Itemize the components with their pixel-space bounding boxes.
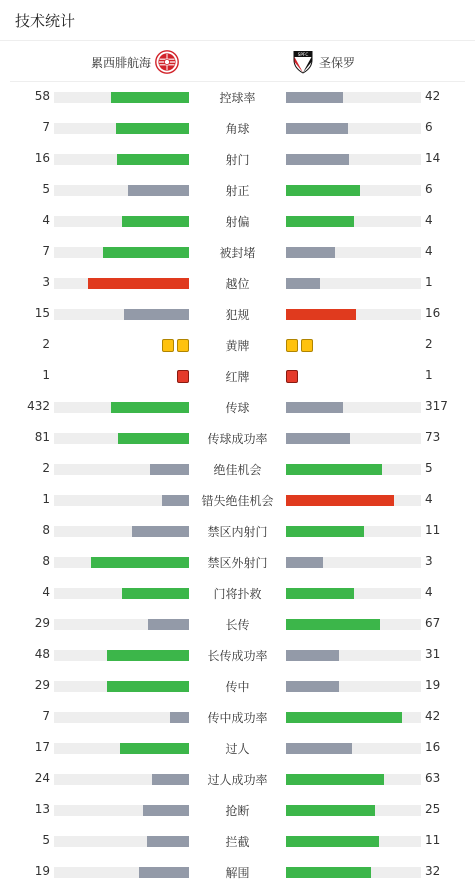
stat-row: [0, 764, 475, 795]
stat-label: 禁区内射门: [207, 525, 268, 539]
away-stat-bar-fill: [286, 495, 394, 506]
home-stat-bar: [54, 526, 189, 537]
away-stat-bar: [286, 743, 421, 754]
away-stat-bar: [286, 712, 421, 723]
away-stat-bar: [286, 92, 421, 103]
home-stat-bar: [54, 123, 189, 134]
stat-label: 传球: [225, 401, 250, 415]
stat-row: [0, 454, 475, 485]
away-team[interactable]: [291, 49, 355, 75]
home-stat-bar: [54, 557, 189, 568]
stat-label: 射偏: [225, 215, 250, 229]
home-stat-bar-fill: [120, 743, 190, 754]
home-cards: [177, 370, 189, 383]
away-stat-bar-fill: [286, 650, 339, 661]
home-stat-value: 7: [42, 244, 50, 258]
home-stat-value: 7: [42, 709, 50, 723]
stat-row: [0, 206, 475, 237]
home-stat-bar-fill: [150, 464, 189, 475]
stat-label: 控球率: [219, 91, 256, 105]
home-stat-bar-fill: [107, 650, 189, 661]
away-stat-bar: [286, 247, 421, 258]
away-stat-bar-fill: [286, 805, 375, 816]
home-stat-bar-fill: [111, 402, 189, 413]
away-stat-value: 317: [425, 399, 448, 413]
stat-row: [0, 237, 475, 268]
away-stat-bar: [286, 650, 421, 661]
svg-text:SPFC: SPFC: [297, 52, 309, 58]
away-stat-bar-fill: [286, 588, 354, 599]
home-stat-bar-fill: [88, 278, 189, 289]
home-stat-bar-fill: [147, 836, 189, 847]
home-cards: [162, 339, 189, 352]
away-stat-value: 25: [425, 802, 441, 816]
away-stat-value: 63: [425, 771, 441, 785]
away-cards: [286, 339, 313, 352]
home-stat-bar-fill: [139, 867, 189, 878]
home-stat-value: 16: [34, 151, 50, 165]
yellow-card-icon: [162, 339, 174, 352]
home-stat-bar: [54, 247, 189, 258]
stat-row: [0, 423, 475, 454]
home-stat-bar: [54, 588, 189, 599]
away-stat-bar-fill: [286, 836, 379, 847]
away-stat-bar-fill: [286, 123, 348, 134]
away-cards: [286, 370, 298, 383]
home-stat-value: 432: [27, 399, 50, 413]
stat-label: 角球: [225, 122, 250, 136]
away-stat-value: 4: [425, 244, 433, 258]
away-stat-bar-fill: [286, 681, 339, 692]
away-stat-value: 4: [425, 585, 433, 599]
home-stat-bar: [54, 619, 189, 630]
red-card-icon: [177, 370, 189, 383]
home-stat-value: 7: [42, 120, 50, 134]
away-stat-bar-fill: [286, 247, 335, 258]
away-stat-bar: [286, 278, 421, 289]
away-stat-bar: [286, 216, 421, 227]
away-stat-bar-fill: [286, 402, 343, 413]
away-stat-value: 31: [425, 647, 441, 661]
stat-row: [0, 175, 475, 206]
home-stat-value: 48: [34, 647, 50, 661]
away-stat-bar-fill: [286, 309, 356, 320]
away-stat-bar: [286, 433, 421, 444]
away-stat-bar: [286, 588, 421, 599]
stat-row: [0, 113, 475, 144]
home-stat-bar-fill: [132, 526, 189, 537]
away-stat-bar-fill: [286, 92, 343, 103]
stat-label: 射门: [225, 153, 250, 167]
home-stat-value: 29: [34, 616, 50, 630]
away-stat-value: 3: [425, 554, 433, 568]
home-stat-bar: [54, 309, 189, 320]
away-stat-value: 1: [425, 368, 433, 382]
away-stat-bar: [286, 774, 421, 785]
away-stat-value: 67: [425, 616, 441, 630]
away-stat-value: 5: [425, 461, 433, 475]
home-stat-value: 24: [34, 771, 50, 785]
home-stat-bar: [54, 216, 189, 227]
yellow-card-icon: [177, 339, 189, 352]
stat-row: [0, 299, 475, 330]
home-stat-bar-fill: [117, 154, 189, 165]
away-stat-bar: [286, 867, 421, 878]
home-stat-bar: [54, 433, 189, 444]
home-stat-value: 2: [42, 461, 50, 475]
stat-label: 禁区外射门: [207, 556, 268, 570]
away-stat-bar: [286, 681, 421, 692]
stat-label: 门将扑救: [213, 587, 262, 601]
home-stat-value: 81: [34, 430, 50, 444]
away-team-name: 圣保罗: [319, 55, 356, 70]
home-stat-bar-fill: [143, 805, 189, 816]
away-stat-value: 14: [425, 151, 441, 165]
home-stat-bar-fill: [162, 495, 189, 506]
away-stat-bar-fill: [286, 216, 354, 227]
home-stat-bar: [54, 402, 189, 413]
stat-label: 过人成功率: [207, 773, 268, 787]
home-stat-bar: [54, 495, 189, 506]
stat-row: [0, 733, 475, 764]
away-stat-bar: [286, 154, 421, 165]
sao-paulo-fc-crest-icon: [291, 50, 315, 74]
stat-row: [0, 330, 475, 361]
away-stat-bar-fill: [286, 433, 350, 444]
home-stat-bar: [54, 712, 189, 723]
home-stat-bar-fill: [91, 557, 189, 568]
away-stat-bar-fill: [286, 526, 364, 537]
yellow-card-icon: [286, 339, 298, 352]
stat-label: 传球成功率: [207, 432, 268, 446]
home-stat-value: 3: [42, 275, 50, 289]
away-stat-bar-fill: [286, 867, 371, 878]
away-stat-value: 73: [425, 430, 441, 444]
home-stat-bar: [54, 805, 189, 816]
away-stat-value: 4: [425, 213, 433, 227]
stat-row: [0, 268, 475, 299]
home-stat-value: 15: [34, 306, 50, 320]
stat-row: [0, 640, 475, 671]
header: [0, 0, 475, 41]
home-stat-value: 4: [42, 585, 50, 599]
red-card-icon: [286, 370, 298, 383]
away-stat-bar-fill: [286, 712, 402, 723]
stat-row: [0, 578, 475, 609]
home-stat-value: 13: [34, 802, 50, 816]
home-stat-bar: [54, 681, 189, 692]
away-stat-bar: [286, 464, 421, 475]
stat-label: 传中成功率: [207, 711, 268, 725]
stat-label: 红牌: [225, 370, 250, 384]
away-stat-value: 4: [425, 492, 433, 506]
stats-list: [0, 82, 475, 888]
home-stat-bar-fill: [111, 92, 189, 103]
page-title: 技术统计: [15, 12, 76, 30]
stat-row: [0, 144, 475, 175]
away-stat-bar-fill: [286, 464, 382, 475]
stat-row: [0, 361, 475, 392]
stat-row: [0, 857, 475, 888]
home-team[interactable]: [91, 49, 179, 75]
home-stat-bar: [54, 92, 189, 103]
stat-label: 拦截: [225, 835, 250, 849]
stat-label: 抢断: [225, 804, 250, 818]
away-stat-bar-fill: [286, 154, 349, 165]
stat-row: [0, 702, 475, 733]
home-stat-value: 2: [42, 337, 50, 351]
away-stat-value: 16: [425, 306, 441, 320]
away-stat-value: 11: [425, 833, 441, 847]
home-stat-bar: [54, 774, 189, 785]
nautico-crest-icon: [155, 50, 179, 74]
stat-label: 犯规: [225, 308, 250, 322]
stat-row: [0, 392, 475, 423]
home-stat-value: 29: [34, 678, 50, 692]
home-stat-bar: [54, 278, 189, 289]
stat-label: 长传成功率: [207, 649, 268, 663]
away-stat-bar: [286, 123, 421, 134]
home-stat-value: 1: [42, 368, 50, 382]
away-stat-bar-fill: [286, 185, 360, 196]
home-stat-value: 8: [42, 523, 50, 537]
away-stat-bar: [286, 495, 421, 506]
away-stat-bar: [286, 185, 421, 196]
home-stat-bar-fill: [122, 588, 190, 599]
home-stat-bar-fill: [107, 681, 189, 692]
away-stat-bar: [286, 805, 421, 816]
home-stat-bar: [54, 743, 189, 754]
home-stat-bar: [54, 464, 189, 475]
home-stat-bar-fill: [118, 433, 189, 444]
home-stat-bar: [54, 650, 189, 661]
stat-row: [0, 82, 475, 113]
stat-label: 解围: [225, 866, 250, 880]
stat-label: 射正: [225, 184, 250, 198]
teams-header: [10, 41, 465, 82]
stat-row: [0, 485, 475, 516]
away-stat-bar: [286, 526, 421, 537]
home-stat-value: 58: [34, 89, 50, 103]
home-stat-value: 5: [42, 833, 50, 847]
stat-row: [0, 609, 475, 640]
stat-label: 被封堵: [219, 246, 256, 260]
away-stat-value: 1: [425, 275, 433, 289]
stat-row: [0, 826, 475, 857]
home-stat-bar-fill: [128, 185, 189, 196]
away-stat-value: 11: [425, 523, 441, 537]
away-stat-bar-fill: [286, 743, 352, 754]
stat-label: 越位: [225, 277, 250, 291]
away-stat-value: 42: [425, 89, 441, 103]
away-stat-value: 6: [425, 120, 433, 134]
stat-row: [0, 516, 475, 547]
home-stat-bar-fill: [116, 123, 189, 134]
home-stat-bar: [54, 154, 189, 165]
stat-label: 黄牌: [225, 339, 250, 353]
stat-row: [0, 671, 475, 702]
stat-row: [0, 795, 475, 826]
away-stat-value: 2: [425, 337, 433, 351]
away-stat-bar-fill: [286, 619, 380, 630]
away-stat-bar: [286, 557, 421, 568]
away-stat-bar: [286, 402, 421, 413]
yellow-card-icon: [301, 339, 313, 352]
stat-label: 绝佳机会: [213, 463, 262, 477]
home-stat-bar-fill: [170, 712, 189, 723]
home-stat-bar: [54, 867, 189, 878]
home-stat-bar-fill: [122, 216, 190, 227]
away-stat-bar: [286, 309, 421, 320]
stat-label: 传中: [225, 680, 250, 694]
away-stat-bar-fill: [286, 774, 384, 785]
stat-label: 长传: [225, 618, 250, 632]
home-stat-bar: [54, 185, 189, 196]
home-stat-bar-fill: [148, 619, 189, 630]
away-stat-bar: [286, 619, 421, 630]
away-stat-value: 32: [425, 864, 441, 878]
away-stat-value: 19: [425, 678, 441, 692]
stat-row: [0, 547, 475, 578]
home-team-name: 累西腓航海: [90, 55, 151, 70]
home-stat-bar-fill: [103, 247, 189, 258]
away-stat-value: 16: [425, 740, 441, 754]
away-stat-bar: [286, 836, 421, 847]
stat-label: 过人: [225, 742, 250, 756]
away-stat-bar-fill: [286, 557, 323, 568]
home-stat-value: 5: [42, 182, 50, 196]
away-stat-bar-fill: [286, 278, 320, 289]
home-stat-bar: [54, 836, 189, 847]
home-stat-bar-fill: [152, 774, 189, 785]
away-stat-value: 6: [425, 182, 433, 196]
away-stat-value: 42: [425, 709, 441, 723]
home-stat-value: 17: [34, 740, 50, 754]
home-stat-value: 1: [42, 492, 50, 506]
home-stat-value: 8: [42, 554, 50, 568]
home-stat-bar-fill: [124, 309, 189, 320]
home-stat-value: 4: [42, 213, 50, 227]
stat-label: 错失绝佳机会: [201, 494, 274, 508]
home-stat-value: 19: [34, 864, 50, 878]
